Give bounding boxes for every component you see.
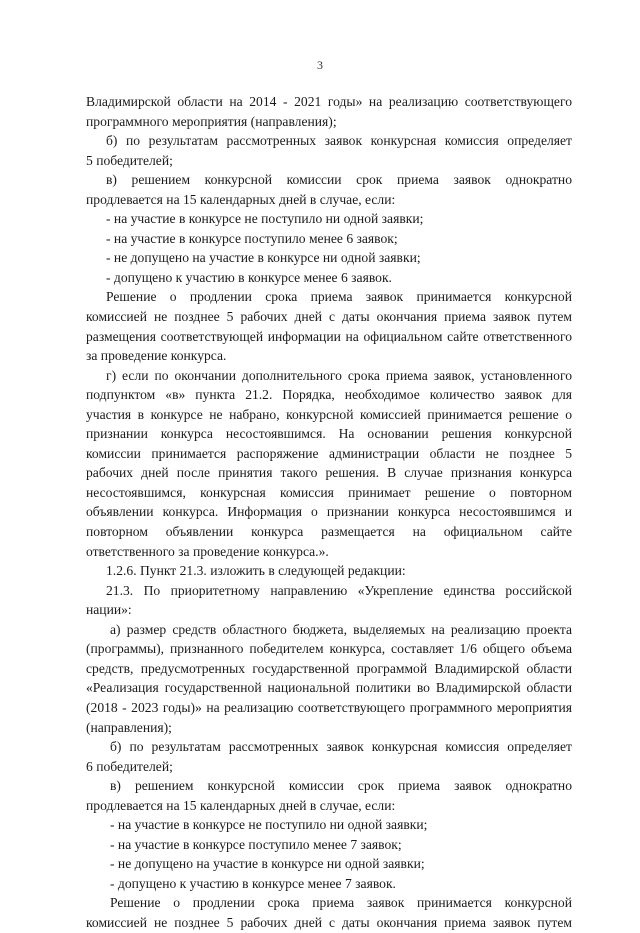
document-body <box>86 92 572 933</box>
text-line: в) решением конкурсной комиссии срок приема заявок однократно <box>106 172 572 188</box>
text-line: признании конкурса несостоявшимся. На основании решения конкурсной <box>86 426 572 442</box>
page-number: 3 <box>317 58 323 72</box>
text-line: за проведение конкурса. <box>86 348 227 364</box>
text-line: продлевается на 15 календарных дней в случае, если: <box>86 191 396 207</box>
text-line: подпунктом «в» пункта 21.2. Порядка, необходимое количество заявок для <box>86 387 572 403</box>
text-line: - на участие в конкурсе поступило менее 6 заявок; <box>106 230 398 246</box>
text-line: 6 победителей; <box>86 758 173 774</box>
text-line: комиссией не позднее 5 рабочих дней с даты окончания приема заявок путем <box>86 914 572 930</box>
text-line: нации»: <box>86 602 132 618</box>
text-line: - не допущено на участие в конкурсе ни одной заявки; <box>110 856 425 872</box>
text-line: повторном объявлении конкурса размещается на официальном сайте <box>86 524 572 540</box>
text-line: (направления); <box>86 719 172 735</box>
text-line: Владимирской области на 2014 - 2021 годы» на реализацию соответствующего <box>86 94 572 109</box>
text-line: - на участие в конкурсе не поступило ни одной заявки; <box>110 817 428 833</box>
text-line: - допущено к участию в конкурсе менее 7 заявок. <box>110 875 396 891</box>
text-line: средств, предусмотренных государственной программой Владимирской области <box>86 660 572 676</box>
text-line: - на участие в конкурсе не поступило ни одной заявки; <box>106 211 424 227</box>
text-line: Решение о продлении срока приема заявок принимается конкурсной <box>106 289 572 305</box>
text-line: (программы), признанного победителем конкурса, составляет 1/6 общего объема <box>86 641 572 657</box>
text-line: 1.2.6. Пункт 21.3. изложить в следующей редакции: <box>106 563 406 579</box>
text-line: комиссии принимается распоряжение администрации области не позднее 5 <box>86 445 572 461</box>
text-line: г) если по окончании дополнительного срока приема заявок, установленного <box>106 367 572 383</box>
text-line: программного мероприятия (направления); <box>86 113 337 129</box>
text-line: (2018 - 2023 годы)» на реализацию соответствующего программного мероприятия <box>86 699 572 715</box>
text-line: б) по результатам рассмотренных заявок конкурсная комиссия определяет <box>110 739 572 755</box>
text-line: а) размер средств областного бюджета, выделяемых на реализацию проекта <box>110 621 572 637</box>
text-line: рабочих дней после принятия такого решения. В случае признания конкурса <box>86 465 572 481</box>
text-line: объявлении конкурса. Информация о признании конкурса несостоявшимся и <box>86 504 572 520</box>
text-line: размещения соответствующей информации на официальном сайте ответственного <box>86 328 572 344</box>
text-line: - допущено к участию в конкурсе менее 6 заявок. <box>106 269 392 285</box>
text-line: в) решением конкурсной комиссии срок приема заявок однократно <box>110 778 572 794</box>
text-line: продлевается на 15 календарных дней в случае, если: <box>86 797 396 813</box>
text-line: участия в конкурсе не набрано, конкурсной комиссией принимается решение о <box>86 406 572 422</box>
text-line: 21.3. По приоритетному направлению «Укрепление единства российской <box>106 582 572 598</box>
text-line: Решение о продлении срока приема заявок принимается конкурсной <box>110 895 572 911</box>
text-line: комиссией не позднее 5 рабочих дней с даты окончания приема заявок путем <box>86 309 572 325</box>
text-line: - на участие в конкурсе поступило менее 7 заявок; <box>110 836 402 852</box>
text-line: - не допущено на участие в конкурсе ни одной заявки; <box>106 250 421 266</box>
text-line: б) по результатам рассмотренных заявок конкурсная комиссия определяет <box>106 133 572 149</box>
text-line: 5 победителей; <box>86 152 173 168</box>
text-line: «Реализация государственной национальной политики во Владимирской области <box>86 680 572 696</box>
text-line: ответственного за проведение конкурса.». <box>86 543 329 559</box>
text-line: несостоявшимся, конкурсная комиссия принимает решение о повторном <box>86 484 572 500</box>
